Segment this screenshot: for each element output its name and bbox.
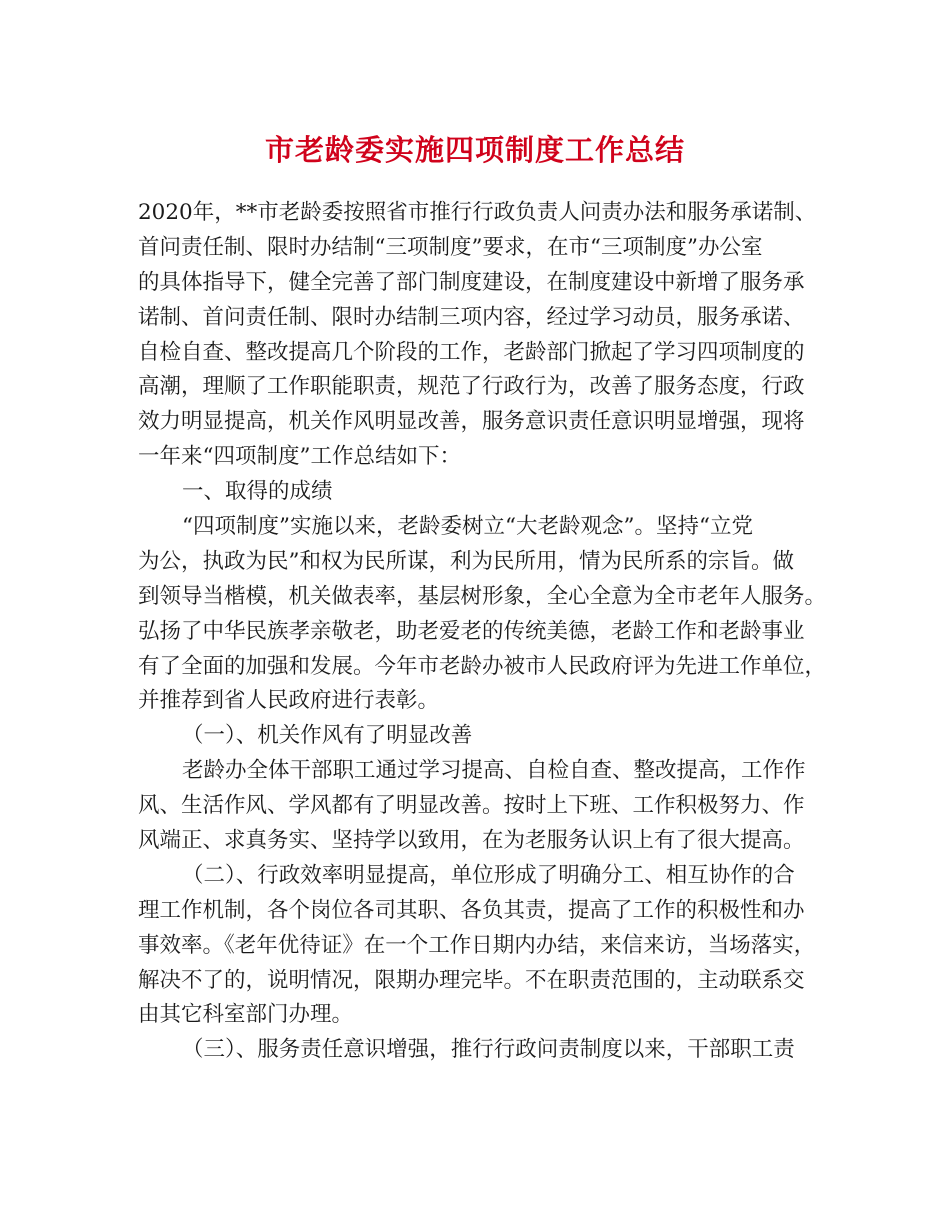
text-line: 效力明显提高，机关作风明显改善，服务意识责任意识明显增强，现将 — [138, 409, 805, 435]
text-line: 老龄办全体干部职工通过学习提高、自检自查、整改提高，工作作 — [182, 758, 806, 784]
text-line: 并推荐到省人民政府进行表彰。 — [138, 688, 440, 714]
text-line: 事效率。《老年优待证》在一个工作日期内办结，来信来访，当场落实， — [138, 932, 816, 958]
text-line: （二）、行政效率明显提高，单位形成了明确分工、相互协作的合 — [182, 862, 795, 888]
text-line: 2020年，**市老龄委按照省市推行行政负责人问责办法和服务承诺制、 — [138, 200, 817, 225]
text-line: 弘扬了中华民族孝亲敬老，助老爱老的传统美德，老龄工作和老龄事业 — [138, 618, 805, 644]
text-line: 为公，执政为民”和权为民所谋，利为民所用，情为民所系的宗旨。做 — [138, 548, 794, 574]
text-line: （三）、服务责任意识增强，推行行政问责制度以来，干部职工责 — [182, 1037, 795, 1063]
text-line: 风、生活作风、学风都有了明显改善。按时上下班、工作积极努力、作 — [138, 793, 805, 819]
text-line: 解决不了的，说明情况，限期办理完毕。不在职责范围的，主动联系交 — [138, 967, 805, 993]
document-body — [138, 196, 827, 1068]
text-line: 诺制、首问责任制、限时办结制三项内容，经过学习动员，服务承诺、 — [138, 304, 805, 330]
document-title: 市老龄委实施四项制度工作总结 — [264, 133, 685, 167]
text-line: 一年来“四项制度”工作总结如下： — [138, 444, 461, 470]
text-line: 首问责任制、限时办结制“三项制度”要求，在市“三项制度”办公室 — [138, 234, 763, 260]
text-line: 理工作机制，各个岗位各司其职、各负其责，提高了工作的积极性和办 — [138, 897, 805, 923]
text-line: 高潮，理顺了工作职能职责，规范了行政行为，改善了服务态度，行政 — [138, 374, 805, 400]
text-line: 由其它科室部门办理。 — [138, 1002, 354, 1028]
text-line: 自检自查、整改提高几个阶段的工作，老龄部门掀起了学习四项制度的 — [138, 339, 805, 365]
text-line: 风端正、求真务实、坚持学以致用，在为老服务认识上有了很大提高。 — [138, 828, 805, 854]
text-line: 一、取得的成绩 — [182, 479, 333, 505]
text-line: （一）、机关作风有了明显改善 — [182, 723, 473, 749]
text-line: 有了全面的加强和发展。今年市老龄办被市人民政府评为先进工作单位， — [138, 653, 827, 679]
text-line: 到领导当楷模，机关做表率，基层树形象，全心全意为全市老年人服务。 — [138, 583, 827, 609]
text-line: “四项制度”实施以来，老龄委树立“大老龄观念”。坚持“立党 — [182, 514, 753, 540]
text-line: 的具体指导下，健全完善了部门制度建设，在制度建设中新增了服务承 — [138, 269, 805, 295]
